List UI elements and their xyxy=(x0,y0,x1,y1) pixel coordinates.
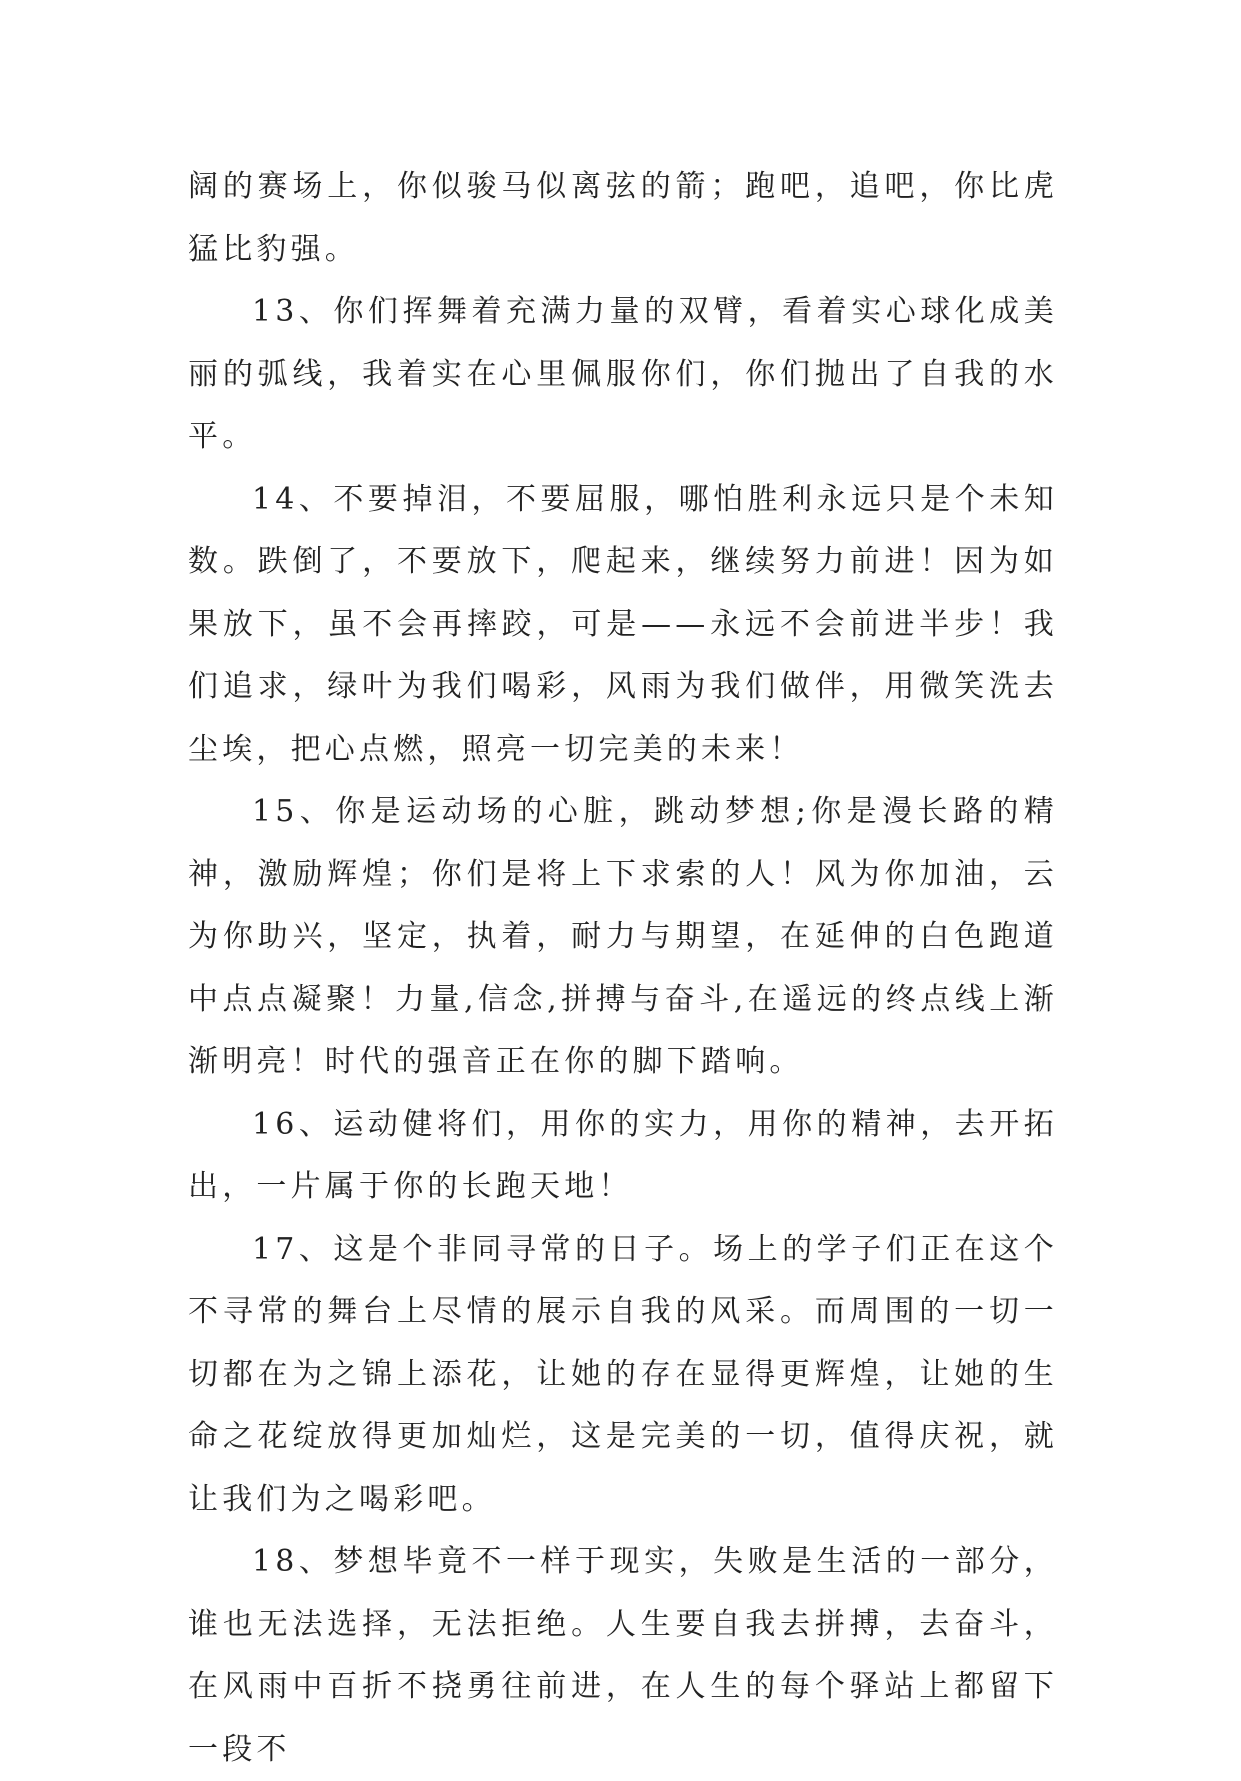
paragraph-15: 15、你是运动场的心脏，跳动梦想;你是漫长路的精神，激励辉煌；你们是将上下求索的人！风为你加油，云为你助兴，坚定，执着，耐力与期望，在延伸的白色跑道中点点凝聚！力量,信念,拼搏与奋斗,在遥远的终点线上渐渐明亮！时代的强音正在你的脚下踏响。 xyxy=(188,794,1058,1079)
paragraph-13: 13、你们挥舞着充满力量的双臂，看着实心球化成美丽的弧线，我着实在心里佩服你们，你们抛出了自我的水平。 xyxy=(188,294,1058,454)
paragraph-14: 14、不要掉泪，不要屈服，哪怕胜利永远只是个未知数。跌倒了，不要放下，爬起来，继续努力前进！因为如果放下，虽不会再摔跤，可是——永远不会前进半步！我们追求，绿叶为我们喝彩，风雨为我们做伴，用微笑洗去尘埃，把心点燃，照亮一切完美的未来！ xyxy=(188,481,1058,767)
document-body xyxy=(188,156,1058,1781)
paragraph-16: 16、运动健将们，用你的实力，用你的精神，去开拓出，一片属于你的长跑天地！ xyxy=(188,1106,1058,1204)
paragraph-18: 18、梦想毕竟不一样于现实，失败是生活的一部分，谁也无法选择，无法拒绝。人生要自我去拼搏，去奋斗，在风雨中百折不挠勇往前进，在人生的每个驿站上都留下一段不 xyxy=(188,1544,1058,1767)
paragraph-continuation: 阔的赛场上，你似骏马似离弦的箭；跑吧，追吧，你比虎猛比豹强。 xyxy=(188,169,1058,267)
paragraph-17: 17、这是个非同寻常的日子。场上的学子们正在这个不寻常的舞台上尽情的展示自我的风采。而周围的一切一切都在为之锦上添花，让她的存在显得更辉煌，让她的生命之花绽放得更加灿烂，这是完美的一切，值得庆祝，就让我们为之喝彩吧。 xyxy=(188,1231,1058,1517)
